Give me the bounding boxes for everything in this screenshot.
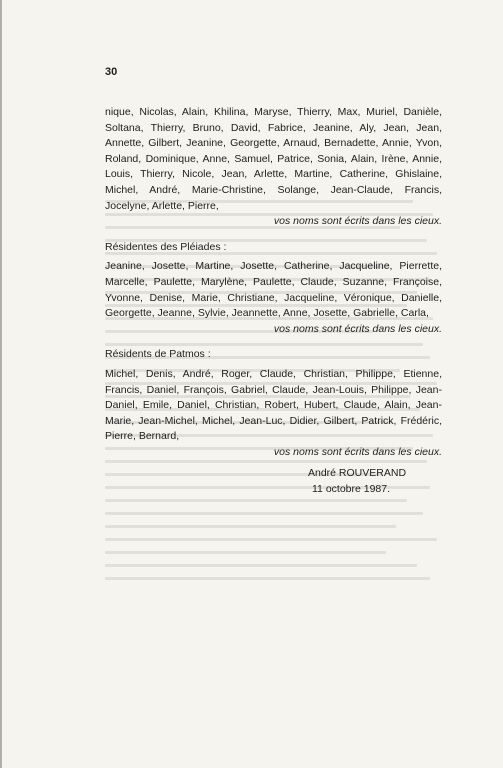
patmos-names-paragraph: Michel, Denis, André, Roger, Claude, Christian, Philippe, Etienne, Francis, Daniel, François, Gabriel, Claude, Jean-Louis, Philippe, Jean-Daniel, Emile, Daniel, Christian, Robert, Hubert, Claude, Alain, Jean-Marie, Jean-Michel, Michel, Jean-Luc, Didier, Gilbert, Patrick, Frédéric, Pierre, Bernard, xyxy=(105,367,442,443)
signature-date: 11 octobre 1987. xyxy=(312,483,391,496)
signature-block xyxy=(308,466,442,497)
main-text xyxy=(105,105,442,498)
intro-names-paragraph: nique, Nicolas, Alain, Khilina, Maryse, Thierry, Max, Muriel, Danièle, Soltana, Thierry, Bruno, David, Fabrice, Jeanine, Aly, Jean, Jean, Annette, Gilbert, Jeanine, Georgette, Arnaud, Bernadette, Annie, Yvon, Roland, Dominique, Anne, Samuel, Patrice, Sonia, Alain, Irène, Annie, Louis, Thierry, Nicole, Jean, Arlette, Martine, Catherine, Ghislaine, Michel, André, Marie-Christine, Solange, Jean-Claude, Francis, Jocelyne, Arlette, Pierre, xyxy=(105,106,442,212)
author-name: André ROUVERAND xyxy=(308,467,407,480)
refrain-line: vos noms sont écrits dans les cieux. xyxy=(273,215,442,228)
page-binding-edge xyxy=(0,0,2,768)
section-heading-patmos: Résidents de Patmos : xyxy=(105,348,211,361)
section-heading-pleiades: Résidentes des Pléiades : xyxy=(105,240,227,253)
pleiades-names-paragraph: Jeanine, Josette, Martine, Josette, Catherine, Jacqueline, Pierrette, Marcelle, Paulette, Marylène, Paulette, Claude, Suzanne, Françoise, Yvonne, Denise, Marie, Christiane, Jacqueline, Véronique, Danielle, Georgette, Jeanne, Sylvie, Jeannette, Anne, Josette, Gabrielle, Carla, xyxy=(105,260,442,320)
page-number: 30 xyxy=(105,66,118,78)
refrain-line: vos noms sont écrits dans les cieux. xyxy=(273,445,442,458)
refrain-line: vos noms sont écrits dans les cieux. xyxy=(273,322,442,335)
